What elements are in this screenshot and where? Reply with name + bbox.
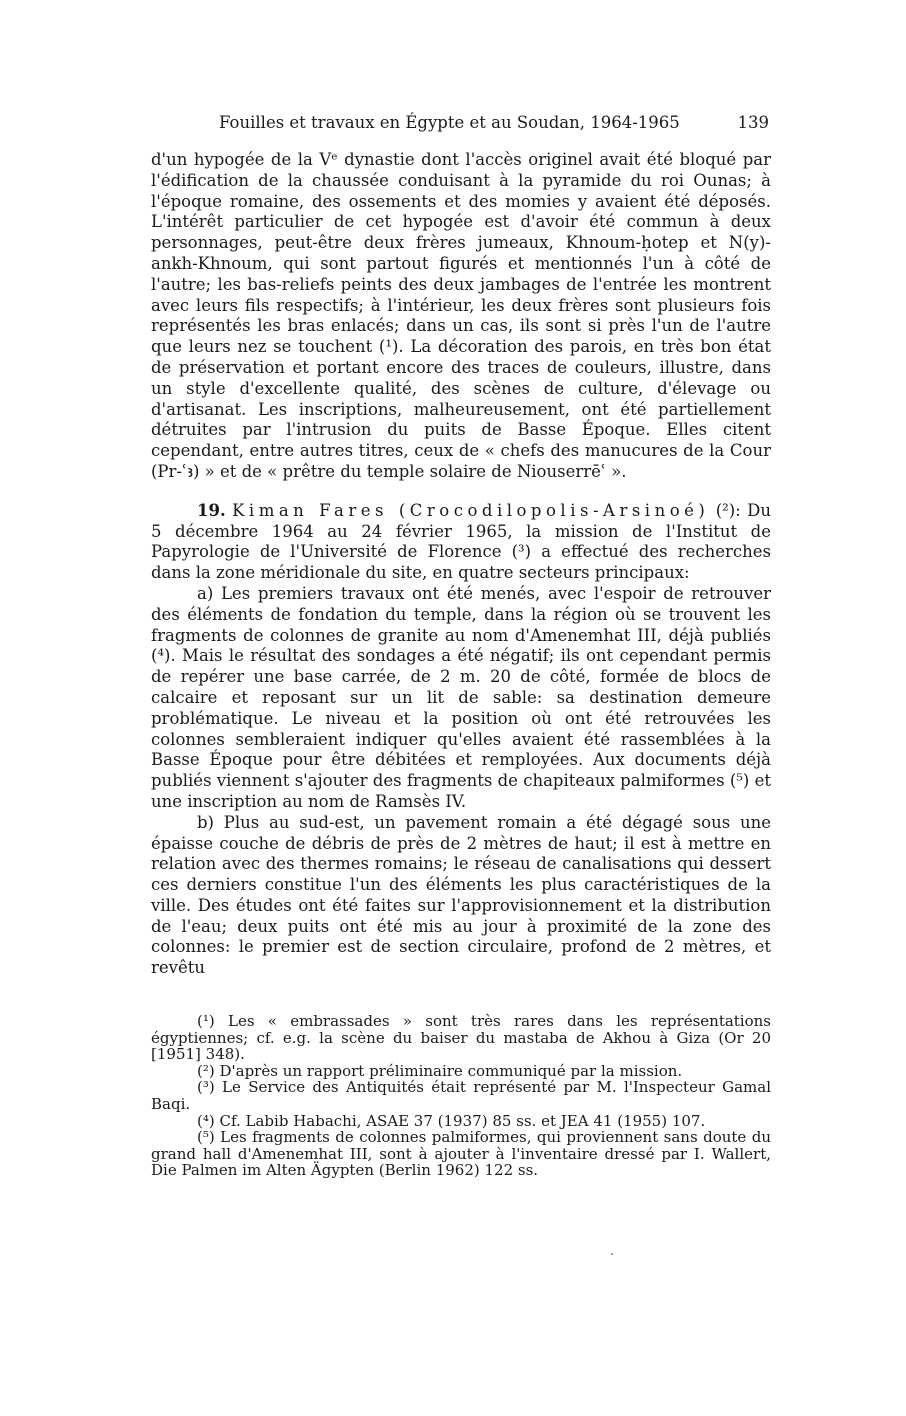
site-name: Kiman Fares (Crocodilopolis-Arsinoé) xyxy=(232,500,710,520)
section-19-text: Du 5 décembre 1964 au 24 février 1965, la mission de l'Institut de Papyrologie de l'Université de Florence (³) a effectué des recherches dans la zone méridionale du site, en quatre secteurs principaux: xyxy=(151,500,771,583)
footnotes xyxy=(151,1013,771,1179)
section-number: 19. xyxy=(197,500,226,520)
paragraph-a: a) Les premiers travaux ont été menés, avec l'espoir de retrouver des éléments de fondation du temple, dans la région où se trouvent les fragments de colonnes de granite au nom d'Amenemhat III, déjà publiés (⁴). Mais le résultat des sondages a été négatif; ils ont cependant permis de repérer une base carrée, de 2 m. 20 de côté, formée de blocs de calcaire et reposant sur un lit de sable: sa destination demeure problématique. Le niveau et la position où ont été retrouvées les colonnes sembleraient indiquer qu'elles avaient été rassemblées à la Basse Époque pour être débitées et remployées. Aux documents déjà publiés viennent s'ajouter des fragments de chapiteaux palmiformes (⁵) et une inscription au nom de Ramsès IV. xyxy=(151,583,771,811)
footnote-5: (⁵) Les fragments de colonnes palmiformes, qui proviennent sans doute du grand hall d'Amenemhat III, sont à ajouter à l'inventaire dressé par I. Wallert, Die Palmen im Alten Ägypten (Berlin 1962) 122 ss. xyxy=(151,1128,771,1180)
page-number: 139 xyxy=(737,113,769,132)
section-19 xyxy=(151,501,771,584)
site-footnote-ref: (²): xyxy=(709,500,741,520)
paragraph-b: b) Plus au sud-est, un pavement romain a été dégagé sous une épaisse couche de débris de près de 2 mètres de haut; il est à mettre en relation avec des thermes romains; le réseau de canalisations qui dessert ces derniers constitue l'un des éléments les plus caractéristiques de la ville. Des études ont été faites sur l'approvisionnement et la distribution de l'eau; deux puits ont été mis au jour à proximité de la zone des colonnes: le premier est de section circulaire, profond de 2 mètres, et revêtu xyxy=(151,812,771,978)
running-head xyxy=(219,112,771,134)
footnote-4: (⁴) Cf. Labib Habachi, ASAE 37 (1937) 85 ss. et JEA 41 (1955) 107. xyxy=(197,1111,706,1130)
footnote-3: (³) Le Service des Antiquités était représenté par M. l'Inspecteur Gamal Baqi. xyxy=(151,1078,771,1114)
footnote-2: (²) D'après un rapport préliminaire communiqué par la mission. xyxy=(197,1061,683,1080)
paragraph-hypogee: d'un hypogée de la Vᵉ dynastie dont l'accès originel avait été bloqué par l'édification de la chaussée conduisant à la pyramide du roi Ounas; à l'époque romaine, des ossements et des momies y avaient été déposés. L'intérêt particulier de cet hypogée est d'avoir été commun à deux personnages, peut-être deux frères jumeaux, Khnoum-ḥotep et N(y)-ankh-Khnoum, qui sont partout figurés et mentionnés l'un à côté de l'autre; les bas-reliefs peints des deux jambages de l'entrée les montrent avec leurs fils respectifs; à l'intérieur, les deux frères sont plusieurs fois représentés les bras enlacés; dans un cas, ils sont si près l'un de l'autre que leurs nez se touchent (¹). La décoration des parois, en très bon état de préservation et portant encore des traces de couleurs, illustre, dans un style d'excellente qualité, des scènes de culture, d'élevage ou d'artisanat. Les inscriptions, malheureusement, ont été partiellement détruites par l'intrusion du puits de Basse Époque. Elles citent cependant, entre autres titres, ceux de « chefs des manucures de la Cour (Pr-ʿꜣ) » et de « prêtre du temple solaire de Niouserrēʿ ». xyxy=(151,150,771,481)
stray-mark xyxy=(611,1253,613,1255)
running-head-title: Fouilles et travaux en Égypte et au Soudan, 1964-1965 xyxy=(219,113,680,132)
page xyxy=(151,112,771,1179)
footnote-1: (¹) Les « embrassades » sont très rares dans les représentations égyptiennes; cf. e.g. la scène du baiser du mastaba de Akhou à Giza (Or 20 [1951] 348). xyxy=(151,1012,771,1064)
body-text xyxy=(151,150,771,979)
